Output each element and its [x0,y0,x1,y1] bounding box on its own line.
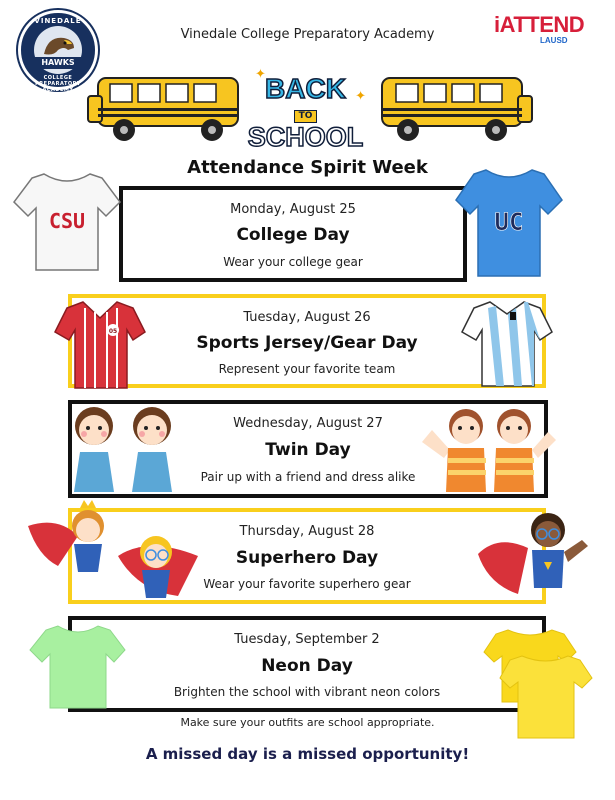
sparkle-icon: ✦ [355,89,366,104]
day-description: Represent your favorite team [218,362,396,376]
logo-top-text: VINEDALE [34,17,82,25]
csu-tshirt-icon [12,166,122,276]
day-description: Wear your favorite superhero gear [203,577,411,591]
day-date: Tuesday, August 26 [243,310,371,325]
soccer-jersey-icon [462,298,552,393]
logo-bottom-text: COLLEGE PREPARATORY ACADEMY [35,75,81,93]
twin-girls-icon [62,402,187,497]
day-description: Wear your college gear [223,255,363,269]
iattend-sub-text: LAUSD [540,36,568,45]
school-logo [18,10,98,93]
day-date: Tuesday, September 2 [234,632,380,647]
day-description: Brighten the school with vibrant neon colors [173,685,441,699]
day-card-neon [68,616,546,712]
day-description: Pair up with a friend and dress alike [200,470,416,484]
logo-mid-text: HAWKS [35,57,81,69]
day-date: Thursday, August 28 [239,524,375,539]
back-to-school-banner [243,67,368,152]
school-bus-left-icon [88,68,248,148]
baseball-jersey-icon [55,298,145,393]
school-bus-right-icon [378,68,538,148]
csu-shirt-text: CSU [48,209,86,233]
day-date: Monday, August 25 [230,202,356,217]
banner-back-text: BACK [265,73,346,104]
day-name: Twin Day [265,440,351,460]
iattend-logo [494,14,594,45]
page-title: Attendance Spirit Week [187,157,428,178]
uc-tshirt-icon [454,160,564,280]
footer-tagline: A missed day is a missed opportunity! [145,745,470,763]
school-name: Vinedale College Preparatory Academy [180,27,435,42]
day-name: Sports Jersey/Gear Day [196,333,418,353]
superhero-boy-icon [478,504,593,609]
iattend-main-text: iATTEND [494,12,585,37]
banner-school-text: SCHOOL [247,122,364,152]
uc-shirt-text: UC [494,208,524,236]
banner-to-text: TO [294,110,318,123]
day-name: College Day [236,225,350,245]
day-date: Wednesday, August 27 [233,416,383,431]
day-card-college [119,186,467,282]
sparkle-icon: ✦ [255,67,266,82]
superhero-kids-icon [18,496,203,606]
day-name: Superhero Day [235,548,379,568]
jersey-number: 05 [108,328,118,335]
day-name: Neon Day [261,656,353,676]
green-tshirt-icon [30,622,125,712]
twin-boys-icon [422,402,557,497]
footer-note: Make sure your outfits are school appropriate. [180,716,435,729]
